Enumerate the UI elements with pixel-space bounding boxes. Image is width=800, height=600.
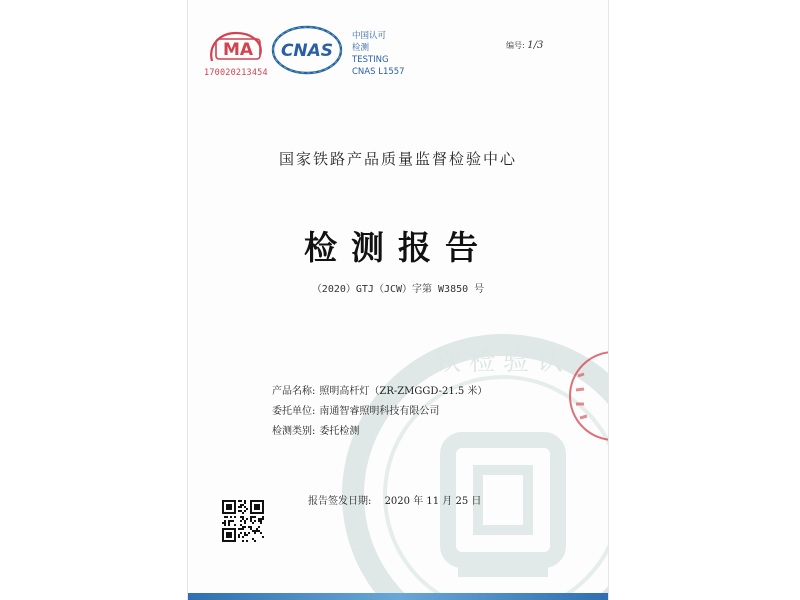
serial-label: 编号: <box>506 41 525 50</box>
svg-text:铁检验认: 铁检验认 <box>434 347 572 377</box>
cnas-line: TESTING <box>352 55 389 65</box>
field-client <box>272 402 487 422</box>
qr-code-icon <box>222 500 264 542</box>
report-fields <box>272 382 487 442</box>
issue-date <box>308 492 481 507</box>
report-page <box>188 0 608 600</box>
svg-text:CNAS: CNAS <box>280 41 334 61</box>
cnas-line: CNAS L1557 <box>352 67 405 77</box>
document-number: （2020）GTJ（JCW）字第 W3850 号 <box>311 284 485 295</box>
field-label: 检测类别: <box>272 426 316 437</box>
cma-number: 170020213454 <box>204 68 268 78</box>
field-test-type <box>272 422 487 442</box>
serial-value: 1/3 <box>527 40 544 51</box>
field-product-name <box>272 382 487 402</box>
svg-text:MA: MA <box>222 40 254 60</box>
official-stamp-icon <box>554 346 608 446</box>
cnas-line: 检测 <box>352 43 370 53</box>
report-title: 检测报告 <box>304 228 492 267</box>
bottom-color-bar <box>188 593 608 600</box>
field-label: 委托单位: <box>272 406 316 417</box>
cnas-accreditation-text <box>352 30 405 78</box>
issue-date-value: 2020 年 11 月 25 日 <box>384 496 482 507</box>
field-value: 照明高杆灯（ZR-ZMGGD-21.5 米） <box>319 386 488 397</box>
serial-number <box>506 40 543 51</box>
field-label: 产品名称: <box>272 386 316 397</box>
field-value: 委托检测 <box>319 426 360 437</box>
cnas-line: 中国认可 <box>352 31 387 41</box>
cnas-logo-icon <box>270 24 344 76</box>
cma-logo-icon <box>206 27 268 67</box>
organization-name: 国家铁路产品质量监督检验中心 <box>278 150 517 168</box>
issue-date-label: 报告签发日期: <box>308 496 372 507</box>
field-value: 南通智睿照明科技有限公司 <box>319 406 440 417</box>
